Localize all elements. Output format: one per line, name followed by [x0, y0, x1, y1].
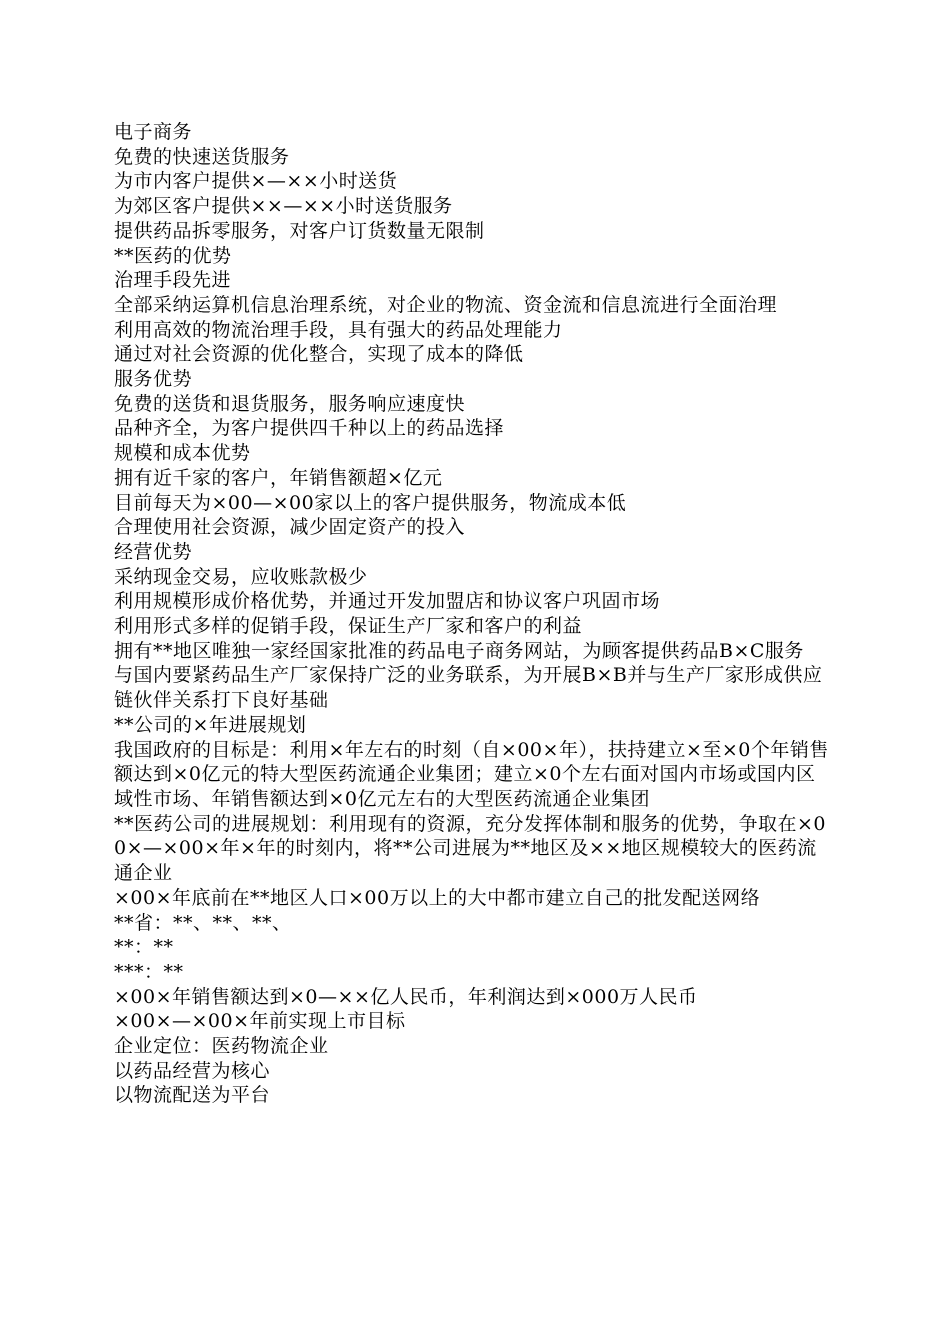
subsection-heading: 治理手段先进: [114, 269, 232, 292]
paragraph: 目前每天为×00—×00家以上的客户提供服务，物流成本低: [114, 491, 627, 514]
paragraph: 以物流配送为平台: [114, 1084, 271, 1107]
paragraph: 利用形式多样的促销手段，保证生产厂家和客户的利益: [114, 615, 583, 638]
paragraph: 企业定位：医药物流企业: [114, 1035, 329, 1058]
section-heading: **公司的×年进展规划: [114, 713, 307, 736]
paragraph: ×00×年底前在**地区人口×00万以上的大中都市建立自己的批发配送网络: [114, 886, 761, 909]
paragraph: 品种齐全，为客户提供四千种以上的药品选择: [114, 417, 505, 440]
document-body: [114, 120, 834, 1108]
paragraph: 采纳现金交易，应收账款极少: [114, 565, 368, 588]
paragraph: 拥有近千家的客户，年销售额超×亿元: [114, 466, 443, 489]
list-item: **省：**、**、**、: [114, 911, 292, 934]
paragraph: 拥有**地区唯独一家经国家批准的药品电子商务网站，为顾客提供药品B×C服务: [114, 639, 804, 662]
list-item: **：**: [114, 936, 174, 959]
paragraph: ×00×—×00×年前实现上市目标: [114, 1010, 406, 1033]
paragraph: 电子商务: [114, 121, 193, 143]
paragraph: 通过对社会资源的优化整合，实现了成本的降低: [114, 343, 524, 366]
paragraph: ×00×年销售额达到×0—××亿人民币，年利润达到×000万人民币: [114, 985, 698, 1008]
subsection-heading: 经营优势: [114, 540, 193, 563]
paragraph: 提供药品拆零服务，对客户订货数量无限制: [114, 219, 485, 242]
section-heading: **医药的优势: [114, 244, 232, 267]
paragraph: 我国政府的目标是：利用×年左右的时刻（自×00×年），扶持建立×至×0个年销售额达到×0亿元的特大型医药流通企业集团；建立×0个左右面对国内市场或国内区域性市场、年销售额达到×0亿元左右的大型医药流通企业集团: [114, 738, 829, 810]
paragraph: 利用规模形成价格优势，并通过开发加盟店和协议客户巩固市场: [114, 590, 661, 613]
list-item: ***：**: [114, 960, 184, 983]
paragraph: 以药品经营为核心: [114, 1059, 271, 1082]
paragraph: 免费的送货和退货服务，服务响应速度快: [114, 392, 466, 415]
paragraph: 为市内客户提供×—××小时送货: [114, 170, 398, 193]
paragraph: 与国内要紧药品生产厂家保持广泛的业务联系，为开展B×B并与生产厂家形成供应链伙伴关系打下良好基础: [114, 664, 823, 712]
paragraph: 免费的快速送货服务: [114, 145, 290, 168]
paragraph: 合理使用社会资源，减少固定资产的投入: [114, 516, 466, 539]
paragraph: **医药公司的进展规划：利用现有的资源，充分发挥体制和服务的优势，争取在×00×—×00×年×年的时刻内，将**公司进展为**地区及××地区规模较大的医药流通企业: [114, 812, 827, 885]
paragraph: 利用高效的物流治理手段，具有强大的药品处理能力: [114, 318, 563, 341]
paragraph: 为郊区客户提供××—××小时送货服务: [114, 195, 453, 218]
subsection-heading: 规模和成本优势: [114, 442, 251, 465]
subsection-heading: 服务优势: [114, 368, 193, 391]
paragraph: 全部采纳运算机信息治理系统，对企业的物流、资金流和信息流进行全面治理: [114, 293, 778, 316]
